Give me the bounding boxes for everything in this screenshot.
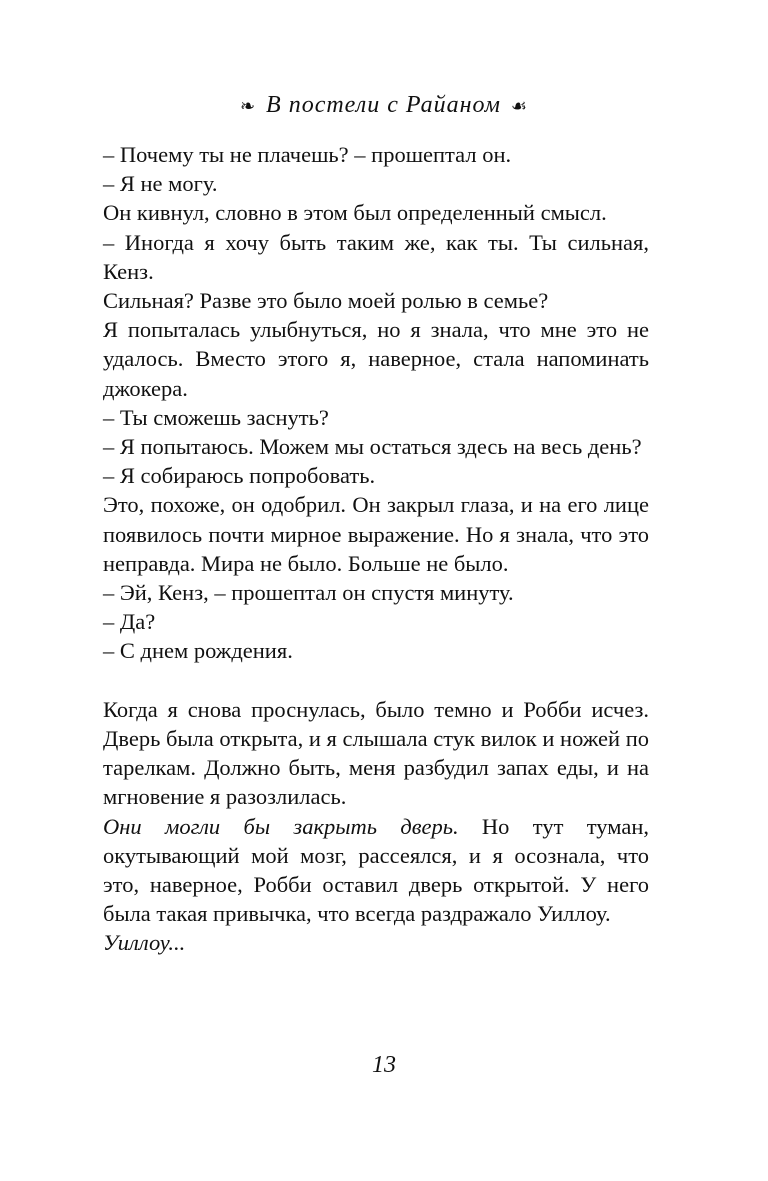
page-number: 13 (372, 1052, 396, 1078)
paragraph: – С днем рождения. (103, 638, 293, 664)
paragraph: – Почему ты не плачешь? – прошептал он. (103, 142, 512, 167)
running-title: В постели с Райаном (266, 92, 501, 118)
paragraph: – Иногда я хочу быть таким же, как ты. Ты сильная, Кенз. (103, 229, 649, 284)
section-break (103, 666, 649, 695)
paragraph: Когда я снова проснулась, было темно и Робби исчез. Дверь была открыта, и я слышала стук вилок и ножей по тарелкам. Должно быть, меня разбудил запах еды, и на мгновение я разозлилась. (103, 696, 649, 810)
paragraph: Он кивнул, словно в этом был определенный смысл. (103, 200, 607, 226)
paragraph: – Ты сможешь заснуть? (103, 404, 329, 430)
page-body (103, 140, 649, 958)
left-ornament-icon: ❧ (239, 96, 257, 116)
paragraph: Уиллоу... (103, 930, 186, 956)
paragraph: Сильная? Разве это было моей ролью в семье? (103, 288, 549, 314)
paragraph-text: Но тут туман, окутывающий мой мозг, рассеялся, и я осознала, что это, наверное, Робби оставил дверь открытой. У него была такая привычка, что всегда раздражало Уиллоу. (103, 813, 649, 927)
running-header (0, 92, 768, 119)
paragraph: Это, похоже, он одобрил. Он закрыл глаза, и на его лице появилось почти мирное выражение. Но я знала, что это неправда. Мира не было. Больше не было. (103, 492, 649, 576)
italic-phrase: Они могли бы закрыть дверь. (103, 813, 459, 839)
paragraph (103, 812, 649, 929)
paragraph: – Да? (103, 609, 156, 635)
right-ornament-icon: ☙ (510, 96, 529, 116)
paragraph: – Эй, Кенз, – прошептал он спустя минуту. (103, 580, 514, 606)
paragraph: – Я попытаюсь. Можем мы остаться здесь на весь день? (103, 434, 642, 460)
paragraph: Я попыталась улыбнуться, но я знала, что мне это не удалось. Вместо этого я, наверное, стала напоминать джокера. (103, 317, 649, 401)
paragraph: – Я не могу. (103, 171, 218, 197)
paragraph: – Я собираюсь попробовать. (103, 463, 376, 489)
